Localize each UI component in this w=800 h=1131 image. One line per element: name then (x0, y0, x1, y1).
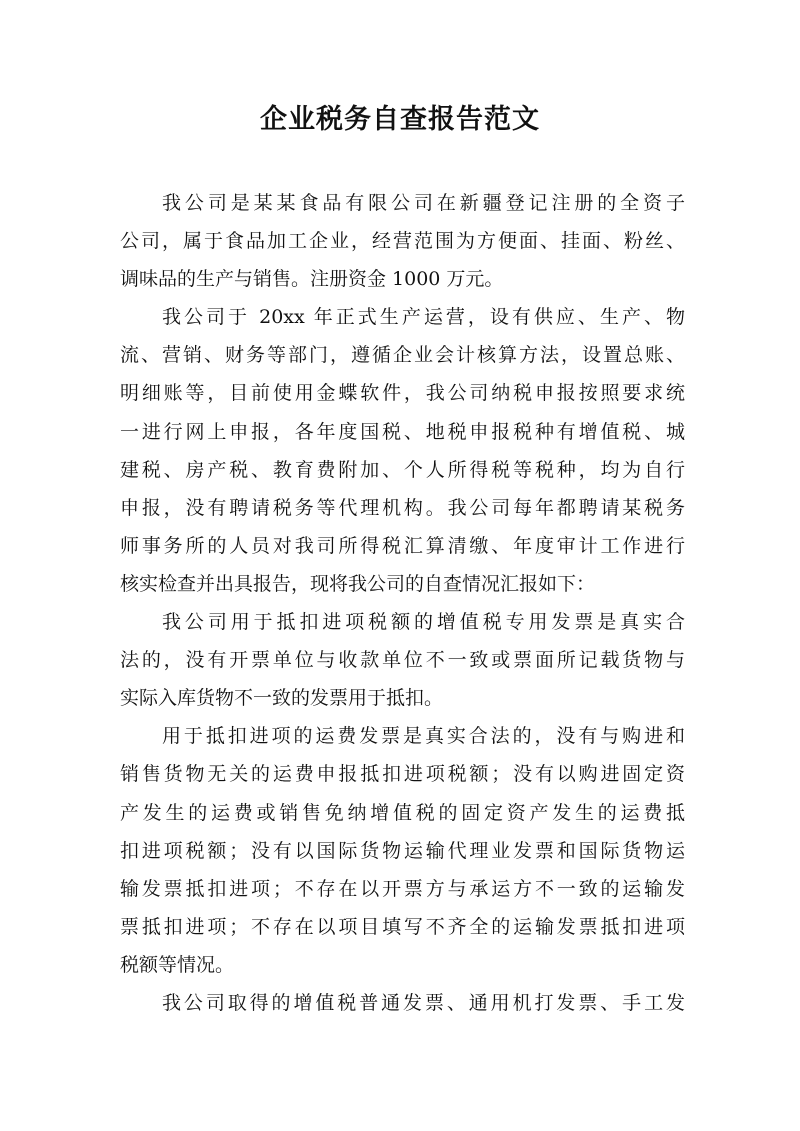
paragraph-4-line-1: 用于抵扣进项的运费发票是真实合法的，没有与购进和 (162, 725, 685, 748)
paragraph-2-line-1: 我公司于 20xx 年正式生产运营，设有供应、生产、物 (162, 306, 685, 329)
paragraph-2-line-3: 明细账等，目前使用金蝶软件，我公司纳税申报按照要求统 (120, 382, 685, 405)
document-body (120, 184, 685, 1022)
paragraph-4-line-3: 产发生的运费或销售免纳增值税的固定资产发生的运费抵 (120, 801, 685, 824)
paragraph-4-line-6: 票抵扣进项；不存在以项目填写不齐全的运输发票抵扣进项 (120, 915, 685, 938)
paragraph-3-line-2: 法的，没有开票单位与收款单位不一致或票面所记载货物与 (120, 649, 685, 672)
paragraph-1-line-1: 我公司是某某食品有限公司在新疆登记注册的全资子 (162, 192, 685, 214)
paragraph-2-line-5: 建税、房产税、教育费附加、个人所得税等税种，均为自行 (120, 458, 685, 481)
paragraph-2-line-8: 核实检查并出具报告，现将我公司的自查情况汇报如下： (120, 572, 596, 595)
paragraph-1-line-2: 公司，属于食品加工企业，经营范围为方便面、挂面、粉丝、 (120, 230, 685, 253)
paragraph-4-line-5: 输发票抵扣进项；不存在以开票方与承运方不一致的运输发 (120, 877, 685, 900)
paragraph-2-line-7: 师事务所的人员对我司所得税汇算清缴、年度审计工作进行 (120, 534, 685, 557)
paragraph-2-line-6: 申报，没有聘请税务等代理机构。我公司每年都聘请某税务 (120, 496, 685, 519)
document-title: 企业税务自查报告范文 (260, 104, 540, 135)
paragraph-3-line-3: 实际入库货物不一致的发票用于抵扣。 (120, 687, 444, 710)
paragraph-4-line-2: 销售货物无关的运费申报抵扣进项税额；没有以购进固定资 (120, 763, 685, 786)
paragraph-5-line-1: 我公司取得的增值税普通发票、通用机打发票、手工发 (162, 991, 685, 1014)
paragraph-2-line-4: 一进行网上申报，各年度国税、地税申报税种有增值税、城 (120, 420, 685, 443)
paragraph-3-line-1: 我公司用于抵扣进项税额的增值税专用发票是真实合 (162, 611, 685, 634)
paragraph-4-line-4: 扣进项税额；没有以国际货物运输代理业发票和国际货物运 (120, 839, 685, 862)
paragraph-1-line-3: 调味品的生产与销售。注册资金 1000 万元。 (120, 268, 504, 291)
paragraph-2-line-2: 流、营销、财务等部门，遵循企业会计核算方法，设置总账、 (120, 344, 685, 367)
paragraph-4-line-7: 税额等情况。 (120, 953, 235, 976)
